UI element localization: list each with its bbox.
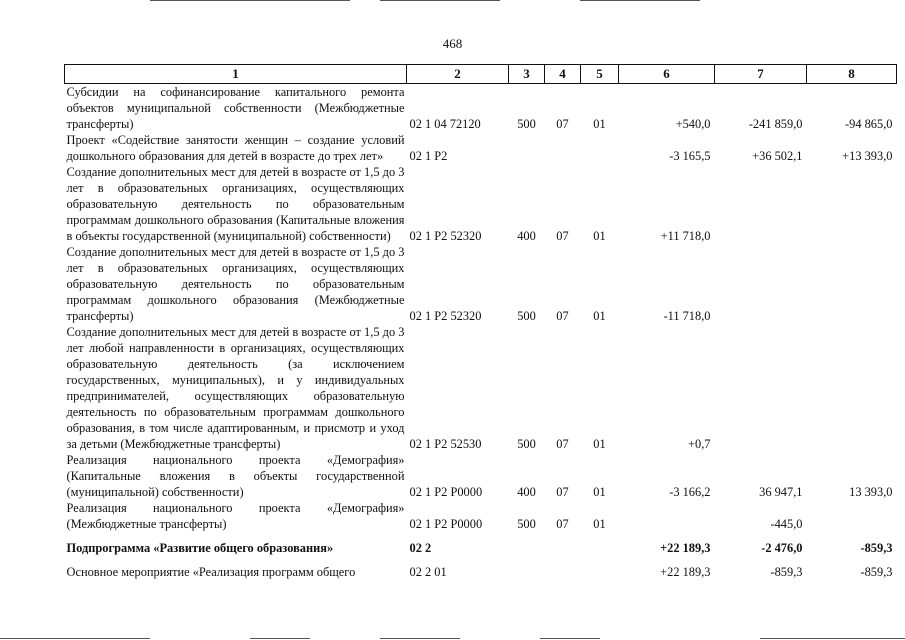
row-col-8: +13 393,0: [842, 149, 893, 163]
table-row: [65, 452, 897, 500]
row-col-3: 500: [517, 309, 536, 323]
row-col-3: 500: [517, 117, 536, 131]
row-description: Создание дополнительных мест для детей в возрасте от 1,5 до 3 лет в образовательных организациях, осуществляющих образовательную деятельность по образовательным программам дошкольного образования (Капитальные вложения в объекты государственной (муниципальной) собственности): [66, 165, 405, 243]
row-col-6: +11 718,0: [660, 229, 711, 243]
row-code: 02 2 01: [409, 565, 447, 579]
row-col-6: -3 166,2: [669, 485, 711, 499]
table-body: [65, 84, 897, 581]
top-edge-rule: [580, 0, 700, 1]
row-col-6: +0,7: [688, 437, 711, 451]
row-description: Подпрограмма «Развитие общего образования»: [66, 541, 334, 555]
row-col-6: -3 165,5: [669, 149, 711, 163]
row-col-8: -859,3: [860, 541, 893, 555]
row-code: 02 1 P2 52530: [409, 437, 482, 451]
row-description: Реализация национального проекта «Демография» (Межбюджетные трансферты): [66, 501, 405, 531]
row-col-5: 01: [593, 117, 606, 131]
row-description: Создание дополнительных мест для детей в возрасте от 1,5 до 3 лет любой направленности в организациях, осуществляющих образовательную деятельность (за исключением государственных, муниципальных), и у индивидуальных предпринимателей, осуществляющих образовательную деятельность по образовательным программам дошкольного образования, в том числе адаптированным, и присмотр и уход за детьми (Межбюджетные трансферты): [66, 325, 405, 451]
row-col-6: -11 718,0: [663, 309, 711, 323]
bottom-edge-rule: [0, 638, 150, 639]
header-col-7: 7: [715, 65, 807, 84]
row-col-7: [715, 164, 807, 244]
table-row: [65, 84, 897, 133]
row-col-3: [509, 556, 545, 580]
row-col-4: 07: [556, 485, 569, 499]
row-col-7: -2 476,0: [761, 541, 803, 555]
row-col-7: -241 859,0: [748, 117, 803, 131]
row-col-5: [581, 556, 619, 580]
top-edge-rule: [380, 0, 500, 1]
row-col-7: -445,0: [770, 517, 803, 531]
row-code: 02 1 P2: [409, 149, 448, 163]
row-col-3: 400: [517, 485, 536, 499]
table-row: [65, 164, 897, 244]
page-number: 468: [442, 36, 463, 51]
row-col-7: +36 502,1: [752, 149, 803, 163]
row-description: Субсидии на софинансирование капитального ремонта объектов муниципальной собственности (Межбюджетные трансферты): [66, 85, 405, 131]
row-col-8: -94 865,0: [845, 117, 893, 131]
row-col-8: -859,3: [860, 565, 893, 579]
table-row: [65, 244, 897, 324]
row-col-5: [581, 132, 619, 164]
table-row: [65, 132, 897, 164]
row-col-3: 400: [517, 229, 536, 243]
row-col-8: 13 393,0: [849, 485, 893, 499]
row-description: Основное мероприятие «Реализация программ общего: [66, 565, 356, 579]
row-col-3: 500: [517, 437, 536, 451]
top-edge-rule: [150, 0, 350, 1]
row-col-3: [509, 132, 545, 164]
row-col-3: [509, 532, 545, 556]
row-col-6: +540,0: [675, 117, 711, 131]
row-col-3: 500: [517, 517, 536, 531]
table-header-row: [65, 65, 897, 84]
bottom-edge-rule: [380, 638, 460, 639]
header-col-8: 8: [807, 65, 897, 84]
row-col-4: 07: [556, 437, 569, 451]
row-col-4: [545, 132, 581, 164]
row-description: Реализация национального проекта «Демография» (Капитальные вложения в объекты государственной (муниципальной) собственности): [66, 453, 405, 499]
row-col-5: 01: [593, 309, 606, 323]
bottom-edge-rule: [250, 638, 310, 639]
bottom-edge-rule: [540, 638, 600, 639]
header-col-2: 2: [407, 65, 509, 84]
header-col-1: 1: [65, 65, 407, 84]
row-description: Создание дополнительных мест для детей в возрасте от 1,5 до 3 лет в образовательных организациях, осуществляющих образовательную деятельность по образовательным программам дошкольного образования (Межбюджетные трансферты): [66, 245, 405, 323]
row-col-7: [715, 324, 807, 452]
row-col-5: 01: [593, 517, 606, 531]
row-col-4: 07: [556, 517, 569, 531]
row-description: Проект «Содействие занятости женщин – создание условий дошкольного образования для детей в возрасте до трех лет»: [66, 133, 405, 163]
row-col-7: -859,3: [770, 565, 803, 579]
row-col-6: [619, 500, 715, 532]
row-col-5: [581, 532, 619, 556]
row-col-4: [545, 532, 581, 556]
row-col-4: 07: [556, 229, 569, 243]
row-col-4: 07: [556, 309, 569, 323]
table-row: [65, 324, 897, 452]
row-col-5: 01: [593, 437, 606, 451]
table-row: [65, 556, 897, 580]
row-code: 02 1 P2 52320: [409, 309, 482, 323]
header-col-4: 4: [545, 65, 581, 84]
row-col-6: +22 189,3: [660, 541, 711, 555]
table-row: [65, 532, 897, 556]
header-col-5: 5: [581, 65, 619, 84]
row-col-5: 01: [593, 485, 606, 499]
row-col-4: [545, 556, 581, 580]
row-col-8: [807, 500, 897, 532]
header-col-6: 6: [619, 65, 715, 84]
budget-table: [64, 64, 897, 580]
table-row: [65, 500, 897, 532]
row-code: 02 1 P2 P0000: [409, 485, 483, 499]
row-col-8: [807, 164, 897, 244]
row-code: 02 1 P2 P0000: [409, 517, 483, 531]
row-col-4: 07: [556, 117, 569, 131]
row-code: 02 1 P2 52320: [409, 229, 482, 243]
row-col-8: [807, 244, 897, 324]
row-col-8: [807, 324, 897, 452]
row-code: 02 2: [409, 541, 432, 555]
row-col-6: +22 189,3: [660, 565, 711, 579]
row-col-7: 36 947,1: [759, 485, 803, 499]
header-col-3: 3: [509, 65, 545, 84]
row-col-5: 01: [593, 229, 606, 243]
row-col-7: [715, 244, 807, 324]
bottom-edge-rule: [760, 638, 905, 639]
row-code: 02 1 04 72120: [409, 117, 481, 131]
